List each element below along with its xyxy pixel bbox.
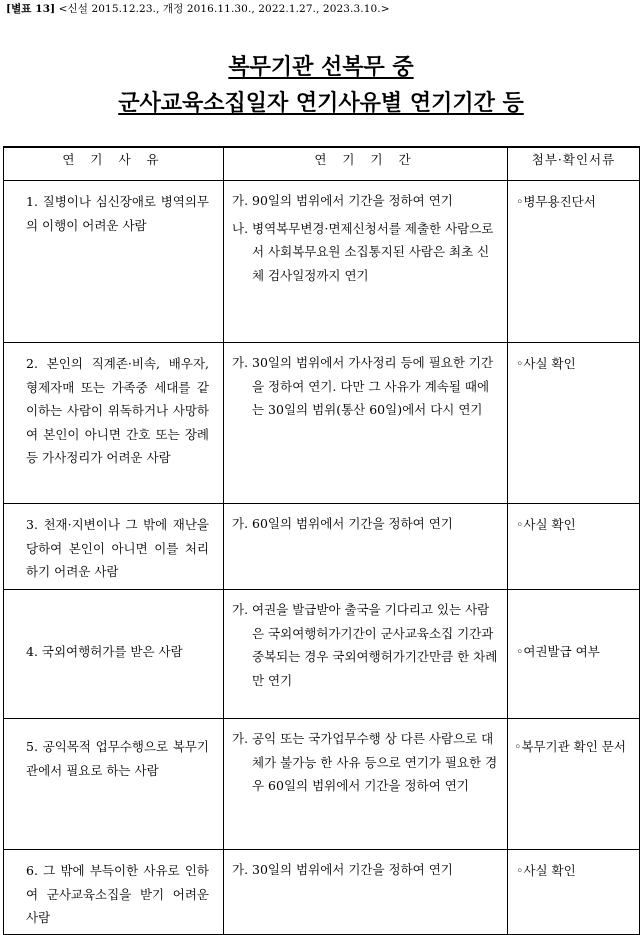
table-row xyxy=(4,850,640,935)
period-cell xyxy=(224,504,508,590)
period-cell xyxy=(224,590,508,719)
reason-text: 4. 국외여행허가를 받은 사람 xyxy=(26,644,183,660)
header-documents: 첨부·확인서류 xyxy=(508,147,640,181)
documents-cell xyxy=(508,590,640,719)
period-cell xyxy=(224,850,508,935)
documents-text: ◦여권발급 여부 xyxy=(516,644,600,660)
period-cell xyxy=(224,719,508,850)
period-item: 가. 90일의 범위에서 기간을 정하여 연기 xyxy=(232,193,453,208)
period-item: 가. 30일의 범위에서 기간을 정하여 연기 xyxy=(232,862,453,877)
documents-cell: ◦복무기관 확인 문서 xyxy=(508,719,640,850)
table-row xyxy=(4,181,640,343)
table-header-row xyxy=(4,147,640,181)
reason-cell: 5. 공익목적 업무수행으로 복무기관에서 필요로 하는 사람 xyxy=(4,719,224,850)
table-row xyxy=(4,504,640,590)
table-row xyxy=(4,343,640,504)
documents-cell: ◦사실 확인 xyxy=(508,850,640,935)
documents-cell: ◦병무용진단서 xyxy=(508,181,640,343)
annex-label: [별표 13] xyxy=(6,3,56,15)
documents-cell: ◦사실 확인 xyxy=(508,504,640,590)
period-item: 나. 병역복무변경·면제신청서를 제출한 사람으로서 사회복무요원 소집통지된 사람은 최초 신체 검사일정까지 연기 xyxy=(232,220,494,283)
table-row xyxy=(4,590,640,719)
reason-cell: 6. 그 밖에 부득이한 사유로 인하여 군사교육소집을 받기 어려운 사람 xyxy=(4,850,224,935)
page-title-line1: 복무기관 선복무 중 xyxy=(228,55,414,80)
table-reference-note xyxy=(6,2,390,16)
reason-cell: 2. 본인의 직계존·비속, 배우자, 형제자매 또는 가족중 세대를 같이하는 사람이 위독하거나 사망하여 본인이 아니면 간호 또는 장례 등 가사정리가 어려운 사람 xyxy=(4,343,224,504)
revision-history: <신설 2015.12.23., 개정 2016.11.30., 2022.1.27., 2023.3.10.> xyxy=(58,3,390,15)
period-cell xyxy=(224,343,508,504)
period-item: 가. 60일의 범위에서 기간을 정하여 연기 xyxy=(232,516,453,531)
period-item: 가. 공익 또는 국가업무수행 상 다른 사람으로 대체가 불가능 한 사유 등으로 연기가 필요한 경우 60일의 범위에서 기간을 정하여 연기 xyxy=(232,731,498,793)
reason-cell: 1. 질병이나 심신장애로 병역의무의 이행이 어려운 사람 xyxy=(4,181,224,343)
header-reason: 연 기 사 유 xyxy=(4,147,224,181)
table-row xyxy=(4,719,640,850)
period-item: 가. 30일의 범위에서 가사정리 등에 필요한 기간을 정하여 연기. 다만 그 사유가 계속될 때에는 30일의 범위(통산 60일)에서 다시 연기 xyxy=(232,355,494,417)
page-title-line2: 군사교육소집일자 연기사유별 연기기간 등 xyxy=(118,91,524,116)
reason-cell xyxy=(4,590,224,719)
header-period: 연 기 기 간 xyxy=(224,147,508,181)
period-cell xyxy=(224,181,508,343)
reason-cell: 3. 천재·지변이나 그 밖에 재난을 당하여 본인이 아니면 이를 처리하기 어려운 사람 xyxy=(4,504,224,590)
deferral-table xyxy=(3,146,640,935)
documents-cell: ◦사실 확인 xyxy=(508,343,640,504)
period-item: 가. 여권을 발급받아 출국을 기다리고 있는 사람은 국외여행허가기간이 군사교육소집 기간과 중복되는 경우 국외여행허가기간만큼 한 차례만 연기 xyxy=(232,602,498,688)
